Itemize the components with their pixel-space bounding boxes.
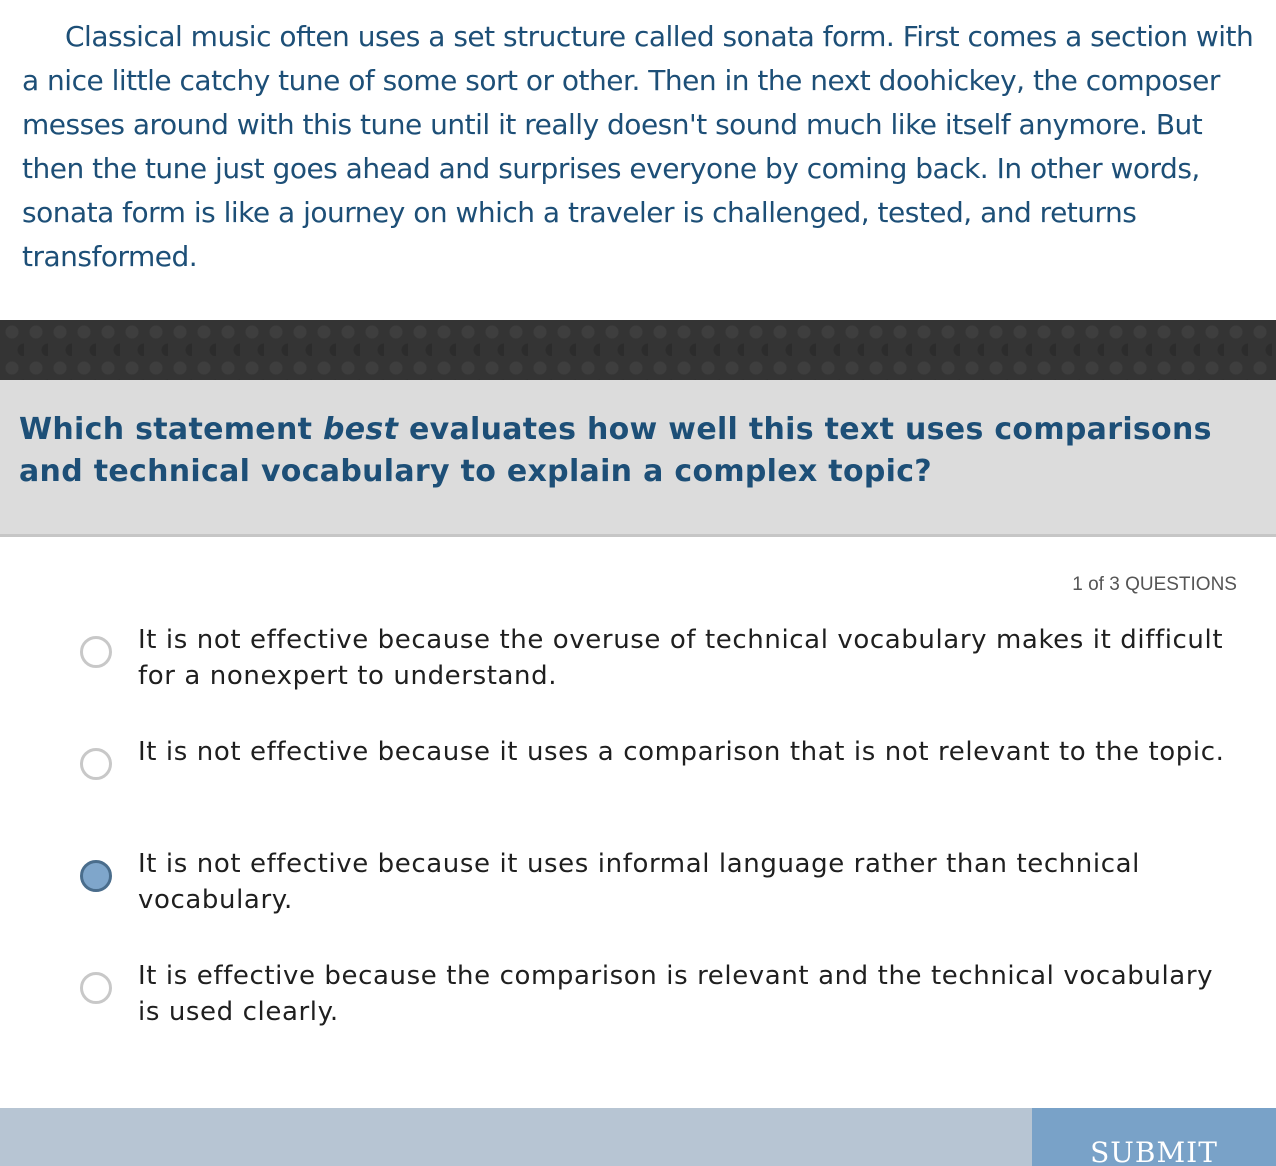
answer-option-3[interactable]	[0, 846, 1276, 926]
question-text	[19, 409, 1259, 493]
reading-passage: Classical music often uses a set structure called sonata form. First comes a section with a nice little catchy tune of some sort or other. Then in the next doohickey, the composer messes around with this tune until it really doesn't sound much like itself anymore. But then the tune just goes ahead and surprises everyone by coming back. In other words, sonata form is like a journey on which a traveler is challenged, tested, and returns transformed.	[22, 20, 1254, 273]
radio-button-4[interactable]	[80, 972, 112, 1004]
radio-button-2[interactable]	[80, 748, 112, 780]
question-text-start: Which statement	[19, 412, 323, 447]
answer-option-label: It is not effective because the overuse of technical vocabulary makes it difficult for a nonexpert to understand.	[138, 625, 1224, 691]
decorative-pattern-bar	[0, 320, 1276, 380]
question-text-end: evaluates how well this text uses comparisons and technical vocabulary to explain a complex topic?	[19, 412, 1212, 489]
question-counter: 1 of 3 QUESTIONS	[1072, 574, 1237, 595]
question-header	[0, 380, 1276, 537]
answer-option-4[interactable]	[0, 958, 1276, 1038]
footer-bar	[0, 1108, 1276, 1166]
answer-option-label: It is effective because the comparison is relevant and the technical vocabulary is used clearly.	[138, 961, 1214, 1027]
question-emphasis: best	[323, 412, 399, 447]
answer-option-label: It is not effective because it uses a comparison that is not relevant to the topic.	[138, 737, 1225, 767]
answer-option-label: It is not effective because it uses informal language rather than technical vocabulary.	[138, 849, 1140, 915]
submit-button[interactable]: SUBMIT	[1032, 1108, 1276, 1166]
radio-button-1[interactable]	[80, 636, 112, 668]
radio-button-3-selected[interactable]	[80, 860, 112, 892]
answer-option-2[interactable]	[0, 734, 1276, 814]
answer-option-1[interactable]	[0, 622, 1276, 702]
